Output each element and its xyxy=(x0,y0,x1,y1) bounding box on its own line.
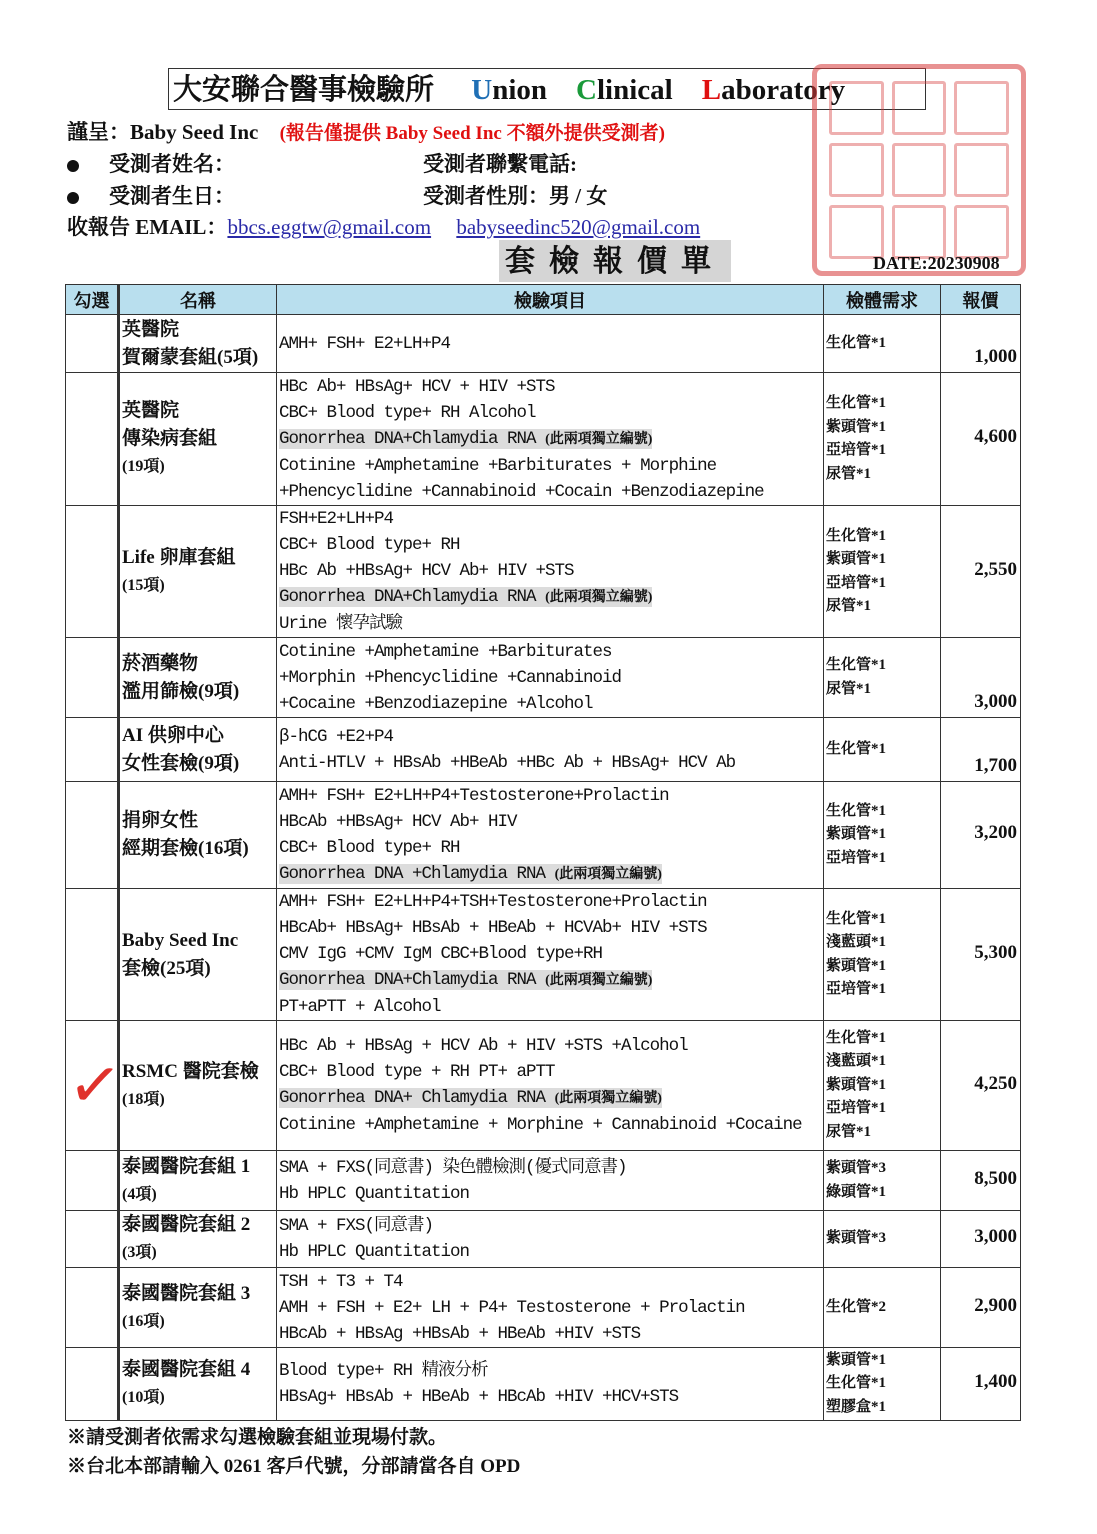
specimen-tube: 塑膠盒*1 xyxy=(826,1398,887,1415)
test-item-line xyxy=(279,835,821,861)
specimen-tube: 紫頭管*1 xyxy=(826,957,887,974)
specimen-tube: 生化管*1 xyxy=(826,1375,887,1392)
test-item-text: HBc Ab +HBsAg+ HCV Ab+ HIV +STS xyxy=(279,561,574,581)
table-row xyxy=(66,1151,1021,1211)
test-item-text: Hb HPLC Quantitation xyxy=(279,1183,470,1204)
test-item-note: (此兩項獨立編號) xyxy=(554,866,662,882)
test-item-line xyxy=(279,1155,821,1181)
column-header-specimen: 檢體需求 xyxy=(824,285,941,315)
table-row xyxy=(66,373,1021,506)
test-item-line xyxy=(279,426,821,453)
test-item-line xyxy=(279,967,821,994)
title-initial-l: L xyxy=(701,74,722,106)
test-item-line xyxy=(279,1269,821,1295)
test-item-text: FSH+E2+LH+P4 xyxy=(279,509,394,529)
test-item-line xyxy=(279,724,821,750)
test-item-text: CBC+ Blood type+ RH Alcohol xyxy=(279,402,536,423)
specimen-tube: 紫頭管*3 xyxy=(826,1160,887,1176)
test-item-text: AMH + FSH + E2+ LH + P4+ Testosterone + Prolactin xyxy=(279,1297,745,1318)
package-name xyxy=(119,1211,277,1268)
test-items xyxy=(277,718,824,782)
test-item-line xyxy=(279,479,821,505)
package-name xyxy=(119,638,277,718)
footer-note-1: ※請受測者依需求勾選檢驗套組並現場付款。 xyxy=(67,1427,448,1448)
column-header-select: 勾選 xyxy=(66,285,119,315)
test-item-line xyxy=(279,584,821,611)
title-word-union: nion xyxy=(492,74,548,106)
test-item-text: HBcAb + HBsAg +HBsAb + HBeAb +HIV +STS xyxy=(279,1323,641,1344)
test-item-line xyxy=(279,331,821,357)
bullet-icon xyxy=(67,160,79,172)
test-item-line xyxy=(279,558,821,584)
test-item-line xyxy=(279,639,821,665)
specimen-tube: 紫頭管*1 xyxy=(826,418,887,435)
table-row xyxy=(66,782,1021,889)
table-row xyxy=(66,1348,1021,1421)
package-name-line: (15項) xyxy=(122,576,165,594)
select-cell[interactable] xyxy=(66,638,119,718)
specimen-tube: 生化管*1 xyxy=(826,657,887,673)
test-item-line xyxy=(279,941,821,967)
package-name xyxy=(119,1268,277,1348)
package-name-line: (16項) xyxy=(122,1312,165,1330)
select-cell[interactable] xyxy=(66,1151,119,1211)
table-row xyxy=(66,1211,1021,1268)
test-item-line xyxy=(279,691,821,717)
package-name-line: (18項) xyxy=(122,1090,165,1108)
test-item-text: SMA + FXS(同意書) 染色體檢測(優式同意書) xyxy=(279,1157,627,1178)
specimen-tube: 生化管*1 xyxy=(826,1029,887,1046)
subject-name-row xyxy=(67,148,235,178)
specimen-requirements xyxy=(824,1021,941,1151)
test-item-line xyxy=(279,889,821,915)
package-name xyxy=(119,373,277,506)
test-item-line xyxy=(279,1384,821,1410)
package-name-line: (4項) xyxy=(122,1185,157,1203)
specimen-requirements xyxy=(824,638,941,718)
test-item-line xyxy=(279,809,821,835)
test-items xyxy=(277,782,824,889)
package-name xyxy=(119,718,277,782)
specimen-requirements xyxy=(824,1268,941,1348)
test-item-text: AMH+ FSH+ E2+LH+P4+Testosterone+Prolactin xyxy=(279,785,669,806)
test-item-text: Gonorrhea DNA+Chlamydia RNA xyxy=(279,428,546,449)
specimen-requirements xyxy=(824,782,941,889)
title-initial-u: U xyxy=(471,74,493,106)
package-price: 3,000 xyxy=(941,1211,1021,1268)
package-name-line: 賀爾蒙套組(5項) xyxy=(122,346,259,368)
table-row xyxy=(66,638,1021,718)
test-item-text: Gonorrhea DNA +Chlamydia RNA xyxy=(279,863,555,884)
test-item-text: PT+aPTT + Alcohol xyxy=(279,997,441,1017)
test-item-line xyxy=(279,374,821,400)
specimen-tube: 淺藍頭*1 xyxy=(826,1053,887,1070)
specimen-tube: 生化管*1 xyxy=(826,802,887,819)
test-item-line xyxy=(279,1033,821,1059)
select-cell[interactable] xyxy=(66,782,119,889)
table-header xyxy=(66,285,1021,315)
test-item-line xyxy=(279,915,821,941)
specimen-requirements xyxy=(824,315,941,373)
specimen-requirements xyxy=(824,373,941,506)
test-item-text: HBc Ab + HBsAg + HCV Ab + HIV +STS +Alcohol xyxy=(279,1036,688,1056)
test-item-text: CBC+ Blood type+ RH xyxy=(279,837,460,858)
test-items xyxy=(277,1348,824,1421)
test-item-text: HBcAb+ HBsAg+ HBsAb + HBeAb + HCVAb+ HIV +STS xyxy=(279,918,707,938)
package-name xyxy=(119,1021,277,1151)
package-name-line: Life 卵庫套組 xyxy=(122,546,236,568)
package-name xyxy=(119,1151,277,1211)
test-item-line xyxy=(279,611,821,637)
table-row xyxy=(66,506,1021,638)
test-item-line xyxy=(279,783,821,809)
specimen-tube: 生化管*2 xyxy=(826,1298,887,1315)
test-item-text: Urine 懷孕試驗 xyxy=(279,614,403,634)
subject-dob-label: 受測者生日： xyxy=(109,184,235,208)
table-row xyxy=(66,718,1021,782)
specimen-tube: 生化管*1 xyxy=(826,395,887,411)
test-item-text: Gonorrhea DNA+ Chlamydia RNA xyxy=(279,1088,555,1108)
test-item-line xyxy=(279,861,821,888)
test-item-note: (此兩項獨立編號) xyxy=(545,431,653,447)
package-name-line: 經期套檢(16項) xyxy=(122,838,249,859)
package-name-line: (10項) xyxy=(122,1389,165,1406)
select-cell[interactable] xyxy=(66,315,119,373)
package-price: 2,900 xyxy=(941,1268,1021,1348)
date: DATE:20230908 xyxy=(873,253,1000,273)
checkmark-icon: ✓ xyxy=(64,1045,126,1126)
specimen-tube: 生化管*1 xyxy=(826,527,887,544)
test-item-line xyxy=(279,994,821,1020)
test-item-line xyxy=(279,532,821,558)
select-cell[interactable] xyxy=(66,718,119,782)
test-item-text: +Cocaine +Benzodiazepine +Alcohol xyxy=(279,693,593,714)
column-header-price: 報價 xyxy=(941,285,1021,315)
test-items xyxy=(277,315,824,373)
report-note: (報告僅提供 Baby Seed Inc 不額外提供受測者) xyxy=(279,123,665,144)
specimen-tube: 紫頭管*3 xyxy=(826,1230,887,1247)
specimen-tube: 亞培管*1 xyxy=(826,1100,887,1117)
addressee-line xyxy=(67,116,665,146)
package-name xyxy=(119,1348,277,1421)
test-item-line xyxy=(279,1213,821,1239)
test-item-line xyxy=(279,1112,821,1138)
specimen-tube: 綠頭管*1 xyxy=(826,1183,887,1200)
test-item-line xyxy=(279,1321,821,1347)
test-item-text: Hb HPLC Quantitation xyxy=(279,1242,470,1262)
official-seal-stamp xyxy=(812,64,1026,276)
package-price: 4,250 xyxy=(941,1021,1021,1151)
title-word-laboratory: aboratory xyxy=(721,74,846,106)
test-item-text: Gonorrhea DNA+Chlamydia RNA xyxy=(279,587,546,607)
test-item-text: +Morphin +Phencyclidine +Cannabinoid xyxy=(279,667,622,688)
specimen-tube: 生化管*1 xyxy=(826,334,887,351)
test-item-note: (此兩項獨立編號) xyxy=(545,590,653,605)
specimen-tube: 紫頭管*1 xyxy=(826,826,887,843)
test-item-text: CBC+ Blood type+ RH xyxy=(279,535,460,555)
specimen-requirements xyxy=(824,1348,941,1421)
test-items xyxy=(277,1151,824,1211)
specimen-tube: 尿管*1 xyxy=(826,680,872,697)
test-item-text: AMH+ FSH+ E2+LH+P4+TSH+Testosterone+Prolactin xyxy=(279,892,707,912)
test-item-note: (此兩項獨立編號) xyxy=(545,973,653,988)
test-item-line xyxy=(279,665,821,691)
package-name-line: 英醫院 xyxy=(122,400,180,421)
subject-phone-label: 受測者聯繫電話: xyxy=(423,152,577,176)
specimen-tube: 亞培管*1 xyxy=(826,981,887,997)
email-row xyxy=(67,211,700,241)
package-price: 1,400 xyxy=(941,1348,1021,1421)
test-item-text: AMH+ FSH+ E2+LH+P4 xyxy=(279,333,451,354)
test-items xyxy=(277,1021,824,1151)
table-row xyxy=(66,1268,1021,1348)
specimen-requirements xyxy=(824,718,941,782)
column-header-items: 檢驗項目 xyxy=(277,285,824,315)
lab-title-zh: 大安聯合醫事檢驗所 xyxy=(173,74,435,106)
test-item-text: Gonorrhea DNA+Chlamydia RNA xyxy=(279,970,546,990)
package-price-table xyxy=(65,284,1021,1421)
specimen-tube: 尿管*1 xyxy=(826,465,872,482)
test-item-text: Cotinine +Amphetamine +Barbiturates + Morphine xyxy=(279,455,717,476)
test-item-text: HBcAb +HBsAg+ HCV Ab+ HIV xyxy=(279,811,517,832)
test-items xyxy=(277,1268,824,1348)
test-item-line xyxy=(279,453,821,479)
package-name-line: 菸酒藥物 xyxy=(122,652,199,674)
test-item-note: (此兩項獨立編號) xyxy=(554,1091,662,1106)
sheet-title: 套檢報價單 xyxy=(499,240,731,282)
subject-gender-label: 受測者性別：男 / 女 xyxy=(423,184,608,208)
specimen-tube: 亞培管*1 xyxy=(826,849,887,866)
test-item-text: CBC+ Blood type + RH PT+ aPTT xyxy=(279,1062,555,1082)
specimen-tube: 尿管*1 xyxy=(826,1123,872,1140)
bullet-icon xyxy=(67,192,79,204)
test-item-text: Cotinine +Amphetamine + Morphine + Cannabinoid +Cocaine xyxy=(279,1115,802,1135)
package-name xyxy=(119,782,277,889)
column-header-name: 名稱 xyxy=(119,285,277,315)
specimen-tube: 紫頭管*1 xyxy=(826,1351,887,1368)
specimen-tube: 亞培管*1 xyxy=(826,442,887,458)
specimen-tube: 淺藍頭*1 xyxy=(826,934,887,950)
package-name xyxy=(119,506,277,638)
test-item-text: CMV IgG +CMV IgM CBC+Blood type+RH xyxy=(279,944,603,964)
test-item-line xyxy=(279,750,821,776)
package-price: 5,300 xyxy=(941,889,1021,1021)
package-name-line: 套檢(25項) xyxy=(122,957,211,979)
select-cell[interactable] xyxy=(66,506,119,638)
package-name-line: AI 供卵中心 xyxy=(122,724,224,746)
addressee: 謹呈：Baby Seed Inc xyxy=(67,120,259,144)
test-items xyxy=(277,373,824,506)
test-item-text: Cotinine +Amphetamine +Barbiturates xyxy=(279,641,612,662)
package-name xyxy=(119,315,277,373)
test-item-line xyxy=(279,506,821,532)
test-item-line xyxy=(279,400,821,426)
specimen-tube: 紫頭管*1 xyxy=(826,551,887,567)
specimen-requirements xyxy=(824,1211,941,1268)
footer-note-2: ※台北本部請輸入 0261 客戶代號，分部請當各自 OPD xyxy=(67,1456,521,1477)
title-word-clinical: linical xyxy=(597,74,673,106)
lab-title-en xyxy=(471,74,845,106)
package-price: 3,200 xyxy=(941,782,1021,889)
table-row xyxy=(66,889,1021,1021)
test-item-text: β-hCG +E2+P4 xyxy=(279,726,394,747)
table-row xyxy=(66,1021,1021,1151)
test-item-line xyxy=(279,1181,821,1207)
test-item-text: HBc Ab+ HBsAg+ HCV + HIV +STS xyxy=(279,376,555,397)
test-items xyxy=(277,1211,824,1268)
specimen-requirements xyxy=(824,1151,941,1211)
email-link-1[interactable]: bbcs.eggtw@gmail.com xyxy=(227,215,432,239)
package-name-line: 泰國醫院套組 3 xyxy=(122,1282,251,1304)
select-cell[interactable] xyxy=(66,1211,119,1268)
package-price: 4,600 xyxy=(941,373,1021,506)
package-name-line: 女性套檢(9項) xyxy=(122,752,240,774)
select-cell[interactable] xyxy=(66,889,119,1021)
subject-name-label: 受測者姓名： xyxy=(109,152,235,176)
test-item-text: HBsAg+ HBsAb + HBeAb + HBcAb +HIV +HCV+STS xyxy=(279,1387,679,1407)
package-price: 1,700 xyxy=(941,718,1021,782)
package-name-line: 傳染病套組 xyxy=(122,428,218,449)
package-name-line: 英醫院 xyxy=(122,318,180,340)
title-initial-c: C xyxy=(576,74,597,106)
package-price: 2,550 xyxy=(941,506,1021,638)
package-name-line: (19項) xyxy=(122,458,165,475)
specimen-requirements xyxy=(824,506,941,638)
package-name-line: 濫用篩檢(9項) xyxy=(122,680,240,702)
package-price: 1,000 xyxy=(941,315,1021,373)
specimen-tube: 亞培管*1 xyxy=(826,574,887,591)
test-items xyxy=(277,638,824,718)
specimen-requirements xyxy=(824,889,941,1021)
test-item-text: SMA + FXS(同意書) xyxy=(279,1216,434,1236)
test-item-text: Blood type+ RH 精液分析 xyxy=(279,1361,488,1381)
test-item-line xyxy=(279,1358,821,1384)
package-name xyxy=(119,889,277,1021)
test-item-text: TSH + T3 + T4 xyxy=(279,1271,403,1292)
select-cell[interactable] xyxy=(66,1348,119,1421)
subject-dob-row xyxy=(67,180,235,210)
test-item-line xyxy=(279,1085,821,1112)
test-item-text: +Phencyclidine +Cannabinoid +Cocain +Benzodiazepine xyxy=(279,481,764,502)
table-row xyxy=(66,315,1021,373)
email-label: 收報告 EMAIL： xyxy=(67,215,228,239)
specimen-tube: 生化管*1 xyxy=(826,910,887,927)
test-item-line xyxy=(279,1295,821,1321)
select-cell[interactable] xyxy=(66,1268,119,1348)
package-name-line: 泰國醫院套組 2 xyxy=(122,1214,251,1235)
test-item-line xyxy=(279,1059,821,1085)
email-link-2[interactable]: babyseedinc520@gmail.com xyxy=(456,215,701,239)
package-price: 3,000 xyxy=(941,638,1021,718)
test-items xyxy=(277,889,824,1021)
package-name-line: 泰國醫院套組 4 xyxy=(122,1359,251,1380)
package-name-line: 捐卵女性 xyxy=(122,810,199,831)
package-name-line: RSMC 醫院套檢 xyxy=(122,1060,259,1082)
test-item-text: Anti-HTLV + HBsAb +HBeAb +HBc Ab + HBsAg+ HCV Ab xyxy=(279,752,736,773)
test-items xyxy=(277,506,824,638)
specimen-tube: 紫頭管*1 xyxy=(826,1076,887,1093)
select-cell[interactable] xyxy=(66,373,119,506)
specimen-tube: 尿管*1 xyxy=(826,598,872,614)
select-cell[interactable] xyxy=(64,1021,126,1151)
package-name-line: (3項) xyxy=(122,1244,157,1261)
specimen-tube: 生化管*1 xyxy=(826,740,887,757)
package-price: 8,500 xyxy=(941,1151,1021,1211)
test-item-line xyxy=(279,1239,821,1265)
package-name-line: 泰國醫院套組 1 xyxy=(122,1155,251,1177)
package-name-line: Baby Seed Inc xyxy=(122,929,239,951)
